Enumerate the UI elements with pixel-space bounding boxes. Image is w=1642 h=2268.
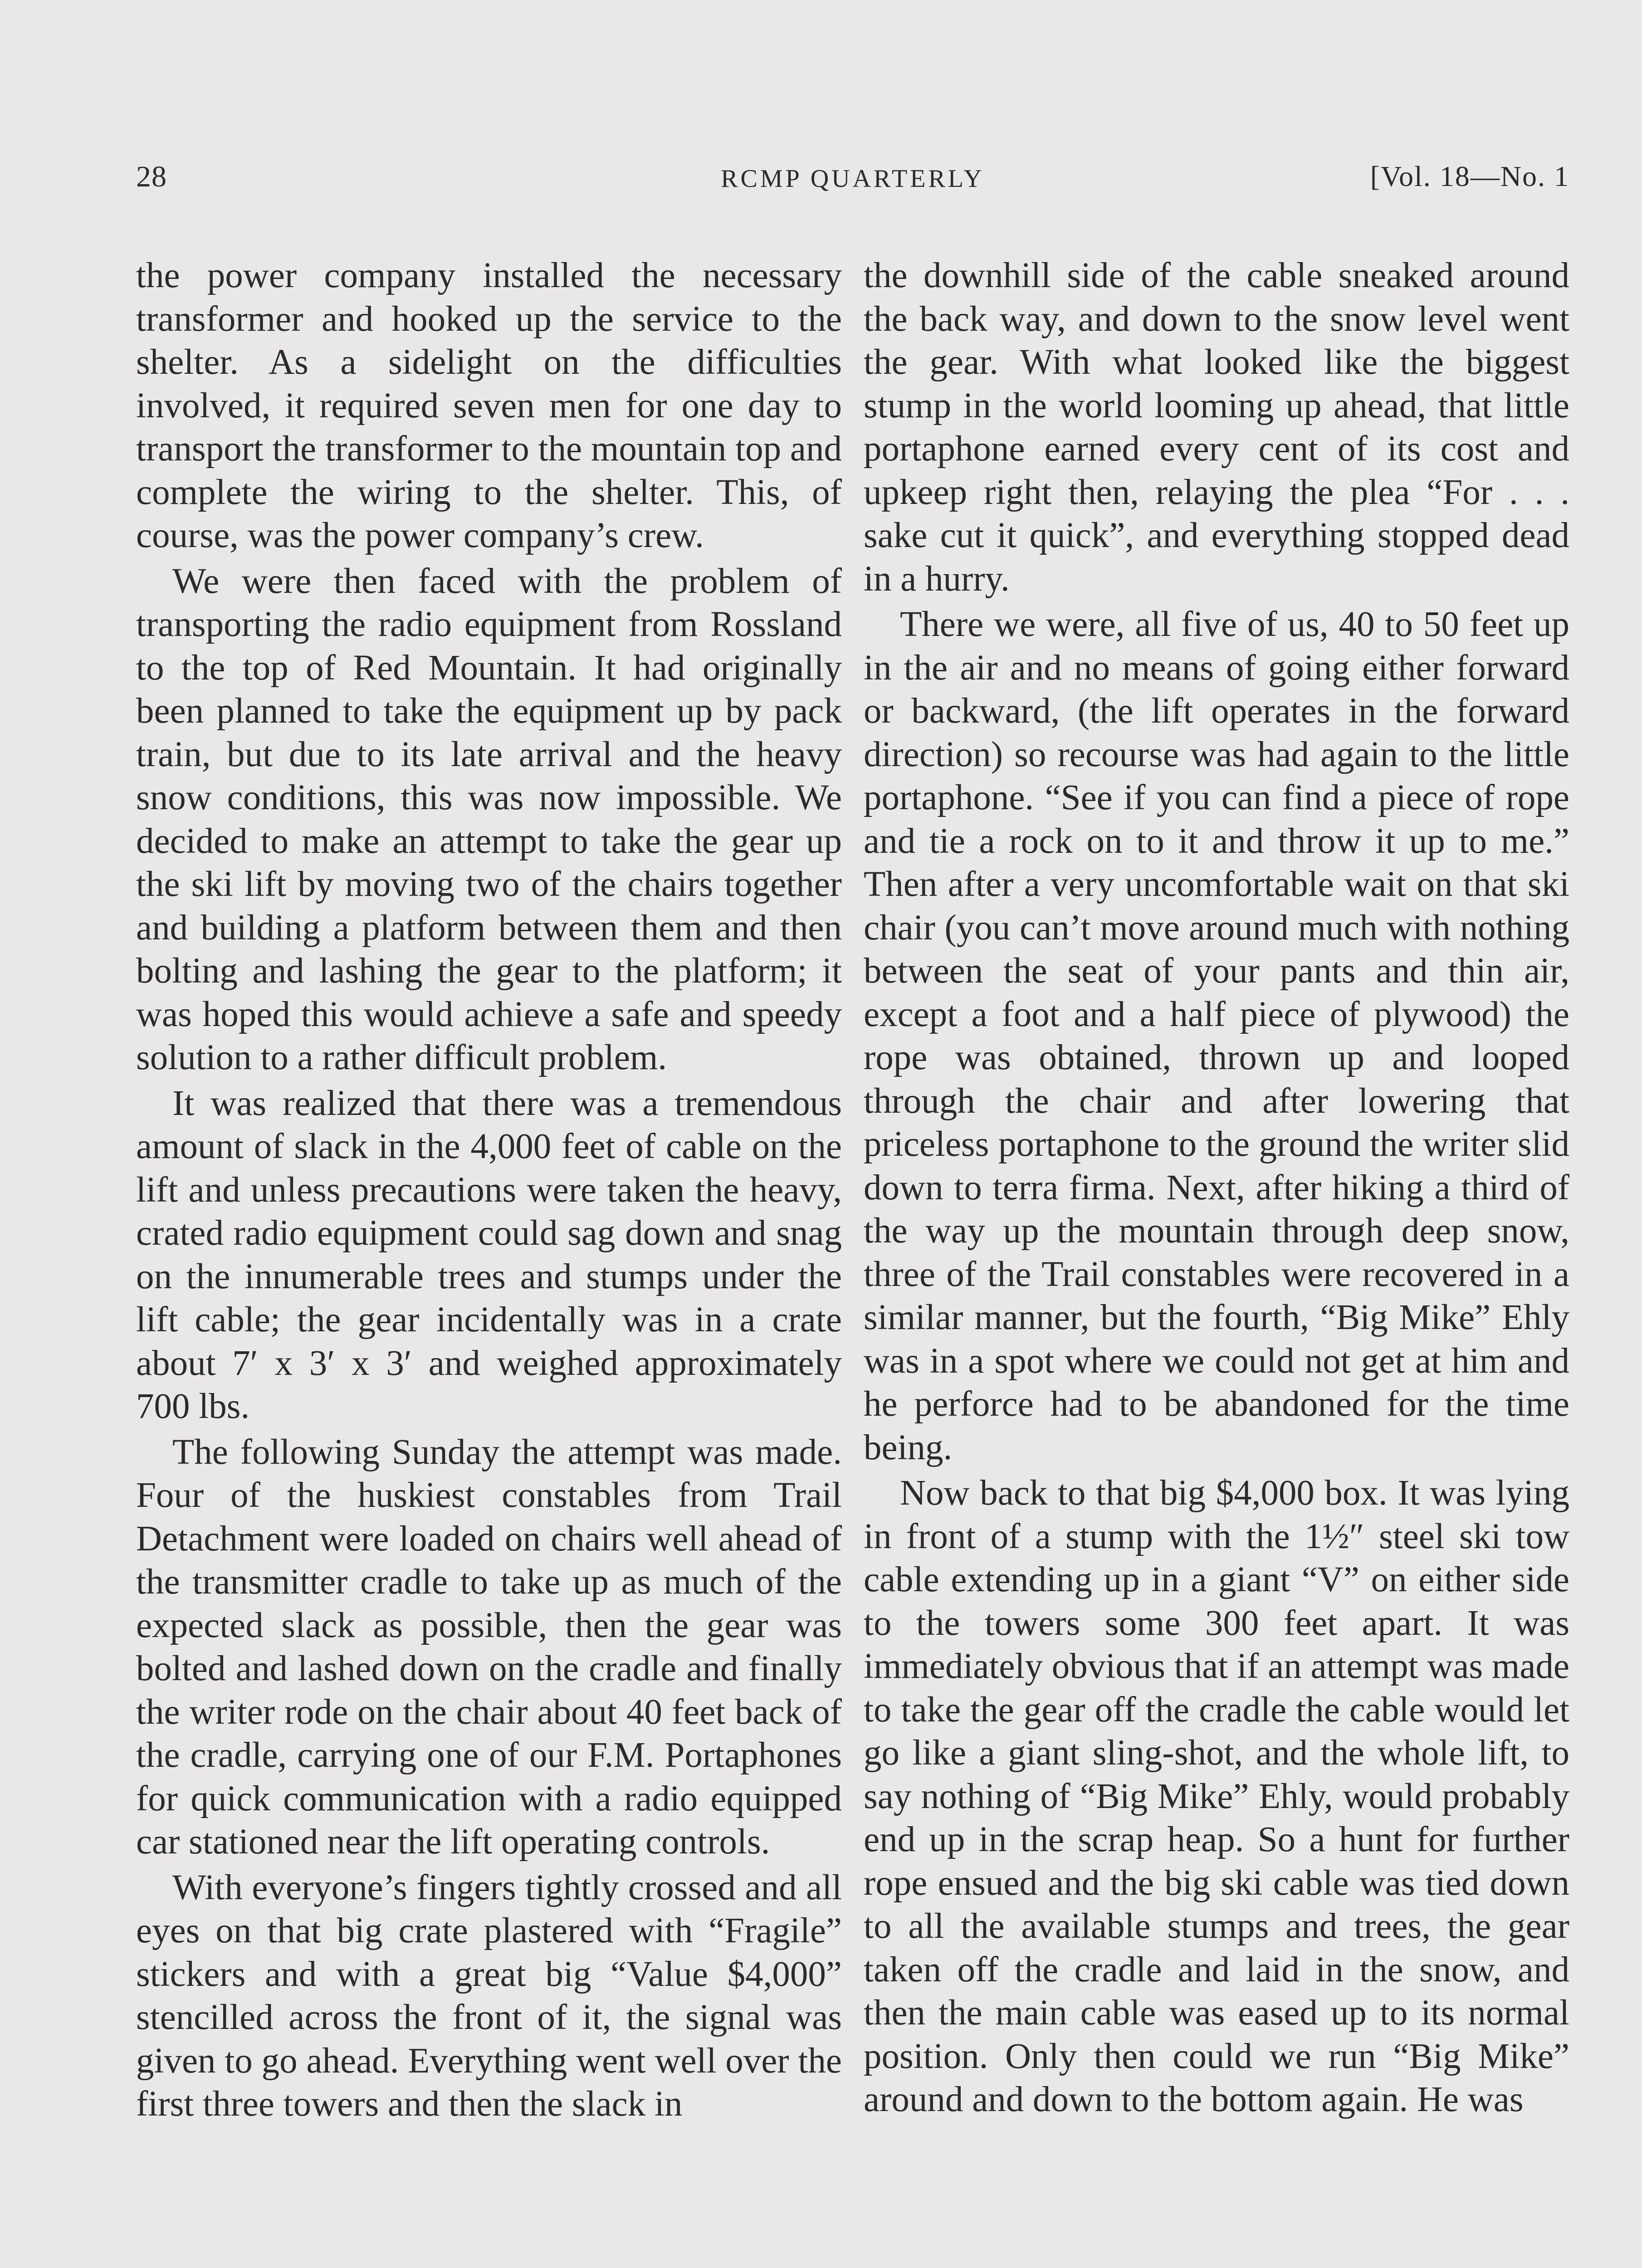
paragraph: the power company installed the necessary transformer and hooked up the service to the shelter. As a sidelight on the difficulties involved, it required seven men for one day to transport the transformer to the mountain top and complete the wiring to the shelter. This, of course, was the power company’s crew. (136, 256, 842, 555)
issue-reference: [Vol. 18—No. 1 (1370, 160, 1569, 192)
right-column (864, 254, 1569, 2121)
page-number: 28 (136, 160, 167, 193)
journal-title: RCMP QUARTERLY (721, 165, 985, 193)
paragraph: We were then faced with the problem of transporting the radio equipment from Rossland to the top of Red Mountain. It had originally been planned to take the equipment up by pack train, but due to its late arrival and the heavy snow conditions, this was now impossible. We decided to make an attempt to take the gear up the ski lift by moving two of the chairs together and building a platform between them and then bolting and lashing the gear to the platform; it was hoped this would achieve a safe and speedy solution to a rather difficult problem. (136, 561, 842, 1077)
paragraph: It was realized that there was a tremendous amount of slack in the 4,000 feet of cable on the lift and unless precautions were taken the heavy, crated radio equipment could sag down and snag on the innumerable trees and stumps under the lift cable; the gear incidentally was in a crate about 7′ x 3′ x 3′ and weighed approximately 700 lbs. (136, 1083, 842, 1426)
paragraph: There we were, all five of us, 40 to 50 feet up in the air and no means of going either forward or backward, (the lift operates in the forward direction) so recourse was had again to the little portaphone. “See if you can find a piece of rope and tie a rock on to it and throw it up to me.” Then after a very uncomfortable wait on that ski chair (you can’t move around much with nothing between the seat of your pants and thin air, except a foot and a half piece of plywood) the rope was obtained, thrown up and looped through the chair and after lowering that priceless portaphone to the ground the writer slid down to terra firma. Next, after hiking a third of the way up the mountain through deep snow, three of the Trail constables were recovered in a similar manner, but the fourth, “Big Mike” Ehly was in a spot where we could not get at him and he perforce had to be abandoned for the time being. (864, 605, 1569, 1467)
paragraph: With everyone’s fingers tightly crossed and all eyes on that big crate plastered with “Fragile” stickers and with a great big “Value $4,000” stencilled across the front of it, the signal was given to go ahead. Everything went well over the first three towers and then the slack in (136, 1867, 842, 2124)
paragraph: the downhill side of the cable sneaked around the back way, and down to the snow level went the gear. With what looked like the biggest stump in the world looming up ahead, that little portaphone earned every cent of its cost and upkeep right then, relaying the plea “For . . . sake cut it quick”, and everything stopped dead in a hurry. (864, 256, 1569, 599)
left-column (136, 254, 842, 2126)
running-header (136, 160, 1569, 205)
paragraph: Now back to that big $4,000 box. It was lying in front of a stump with the 1½″ steel ski tow cable extending up in a giant “V” on either side to the towers some 300 feet apart. It was immediately obvious that if an attempt was made to take the gear off the cradle the cable would let go like a giant sling-shot, and the whole lift, to say nothing of “Big Mike” Ehly, would probably end up in the scrap heap. So a hunt for further rope ensued and the big ski cable was tied down to all the available stumps and trees, the gear taken off the cradle and laid in the snow, and then the main cable was eased up to its normal position. Only then could we run “Big Mike” around and down to the bottom again. He was (864, 1473, 1569, 2119)
paragraph: The following Sunday the attempt was made. Four of the huskiest constables from Trail Detachment were loaded on chairs well ahead of the transmitter cradle to take up as much of the expected slack as possible, then the gear was bolted and lashed down on the cradle and finally the writer rode on the chair about 40 feet back of the cradle, carrying one of our F.M. Portaphones for quick communication with a radio equipped car stationed near the lift operating controls. (136, 1432, 842, 1862)
